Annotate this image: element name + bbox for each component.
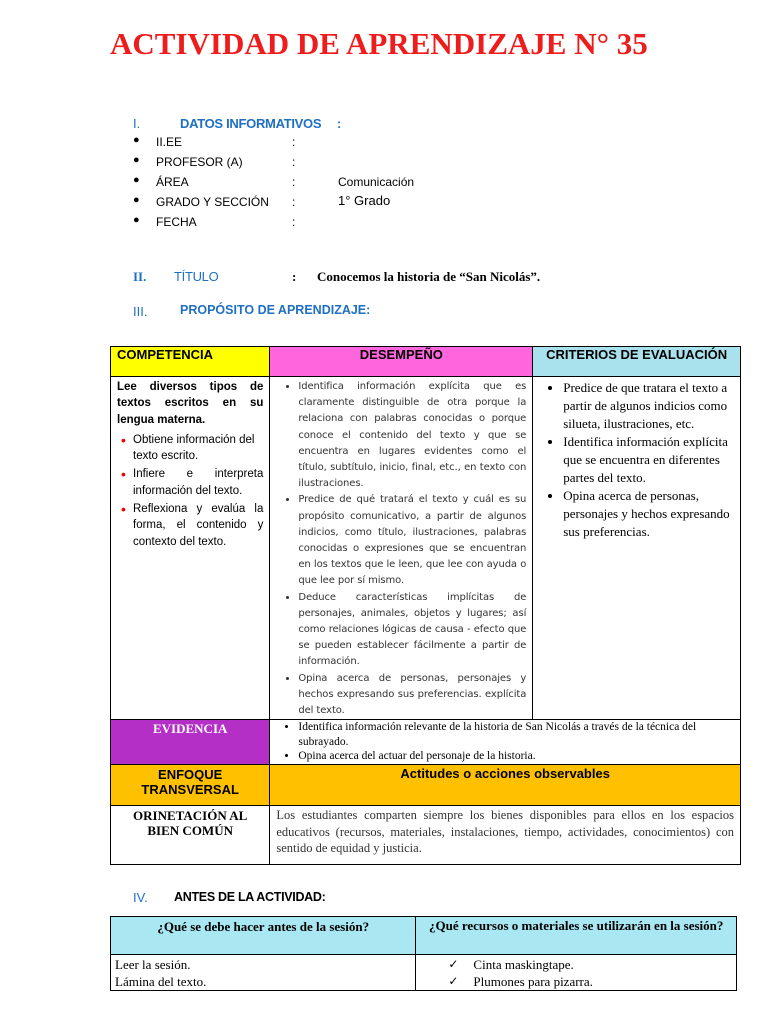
enfoque-label: ENFOQUE TRANSVERSAL — [111, 765, 270, 806]
desempeno-cell — [270, 377, 533, 720]
info-colon: : — [292, 155, 296, 169]
info-row-area — [133, 173, 633, 193]
info-list — [133, 133, 633, 233]
recurso-item: ✓ Plumones para pizarra. — [448, 973, 732, 990]
header-criterios: CRITERIOS DE EVALUACIÓN — [533, 347, 741, 377]
bullet-icon: ● — [133, 134, 140, 146]
bullet-icon: ● — [133, 214, 140, 226]
criterios-cell — [533, 377, 741, 720]
section-number-3: III. — [133, 304, 148, 319]
bullet-icon: ● — [133, 194, 140, 206]
info-colon: : — [292, 175, 296, 189]
info-row-grado — [133, 193, 633, 213]
info-colon: : — [292, 135, 296, 149]
info-row-iiee — [133, 133, 633, 153]
section-number-4: IV. — [133, 890, 148, 905]
info-label: ÁREA — [156, 175, 189, 189]
evidencia-item: • Identifica información relevante de la historia de San Nicolás a través de la técnica del subrayado. — [298, 720, 736, 749]
titulo-colon: : — [292, 269, 297, 284]
desempeno-item: • Opina acerca de personas, personajes y hechos expresando sus preferencias. explícita del texto. — [298, 671, 526, 720]
info-label: II.EE — [156, 135, 183, 149]
titulo-value: Conocemos la historia de “San Nicolás”. — [317, 269, 541, 284]
evidencia-item: • Opina acerca del actuar del personaje de la historia. — [298, 749, 736, 764]
section-title-antes: ANTES DE LA ACTIVIDAD: — [174, 890, 326, 904]
antes-hacer-item: Lámina del texto. — [115, 974, 207, 989]
bullet-icon: ● — [133, 174, 140, 186]
antes-recursos-cell — [416, 955, 737, 991]
info-row-fecha — [133, 213, 633, 233]
antes-table — [110, 916, 737, 991]
proposito-table — [110, 346, 741, 865]
recurso-item: ✓ Cinta maskingtape. — [448, 956, 732, 973]
antes-hacer-item: Leer la sesión. — [115, 957, 191, 972]
competencia-cell — [111, 377, 270, 720]
info-label: PROFESOR (A) — [156, 155, 243, 169]
info-value: Comunicación — [338, 175, 415, 189]
actitudes-label: Actitudes o acciones observables — [270, 765, 741, 806]
info-row-profesor — [133, 153, 633, 173]
section-number-1: I. — [133, 116, 141, 131]
competencia-item: • Infiere e interpreta información del texto. — [133, 466, 263, 499]
antes-header-recursos: ¿Qué recursos o materiales se utilizarán en la sesión? — [416, 917, 737, 955]
desempeno-item: • Identifica información explícita que es claramente distinguible de otra porque la relaciona con palabras conocidas o porque conoce el contenido del texto y que se encuentra en lugares evidentes como el título, subtítulo, inicio, final, etc., en texto con ilustraciones. — [298, 379, 526, 492]
evidencia-label — [111, 720, 270, 765]
criterio-item: • Opina acerca de personas, personajes y hechos expresando sus preferencias. — [563, 487, 734, 541]
antes-header-hacer: ¿Qué se debe hacer antes de la sesión? — [111, 917, 416, 955]
section-title-proposito: PROPÓSITO DE APRENDIZAJE: — [180, 303, 371, 317]
desempeno-item: • Predice de qué tratará el texto y cuál es su propósito comunicativo, a partir de algunos indicios, como título, ilustraciones, palabras conocidas o expresiones que se encuentran en los textos que le leen, que lee con ayuda o que lee por sí mismo. — [298, 492, 526, 589]
info-colon: : — [292, 215, 296, 229]
section-title-colon: : — [337, 116, 342, 131]
competencia-item: • Obtiene información del texto escrito. — [133, 432, 263, 465]
header-desempeno: DESEMPEÑO — [270, 347, 533, 377]
section-title-titulo: TÍTULO — [174, 269, 219, 284]
info-value: 1° Grado — [338, 193, 391, 208]
antes-hacer-cell — [111, 955, 416, 991]
bullet-icon: ● — [133, 154, 140, 166]
section-number-2: II. — [133, 269, 147, 284]
desempeno-item: • Deduce características implícitas de personajes, animales, objetos y lugares; así como relaciones lógicas de causa - efecto que se pueden establecer fácilmente a partir de información. — [298, 590, 526, 671]
section-title-datos: DATOS INFORMATIVOS — [180, 116, 322, 131]
page-title: ACTIVIDAD DE APRENDIZAJE N° 35 — [110, 26, 648, 61]
info-colon: : — [292, 195, 296, 209]
competencia-main: Lee diversos tipos de textos escritos en su lengua materna. — [117, 381, 264, 426]
evidencia-cell — [270, 720, 741, 765]
info-label: GRADO Y SECCIÓN — [156, 195, 269, 209]
criterio-item: • Identifica información explícita que se encuentra en diferentes partes del texto. — [563, 433, 734, 487]
criterio-item: • Predice de que tratara el texto a partir de algunos indicios como silueta, ilustraciones, etc. — [563, 379, 734, 433]
info-label: FECHA — [156, 215, 197, 229]
enfoque-name: ORINETACIÓN AL BIEN COMÚN — [111, 806, 270, 865]
enfoque-text: Los estudiantes comparten siempre los bienes disponibles para ellos en los espacios educativos (recursos, materiales, instalaciones, tiempo, actividades, conocimientos) con sentido de equidad y justicia. — [270, 806, 741, 865]
evidencia-label-text: EVIDENCIA — [152, 721, 228, 737]
header-competencia: COMPETENCIA — [111, 347, 270, 377]
competencia-item: • Reflexiona y evalúa la forma, el contenido y contexto del texto. — [133, 501, 263, 550]
